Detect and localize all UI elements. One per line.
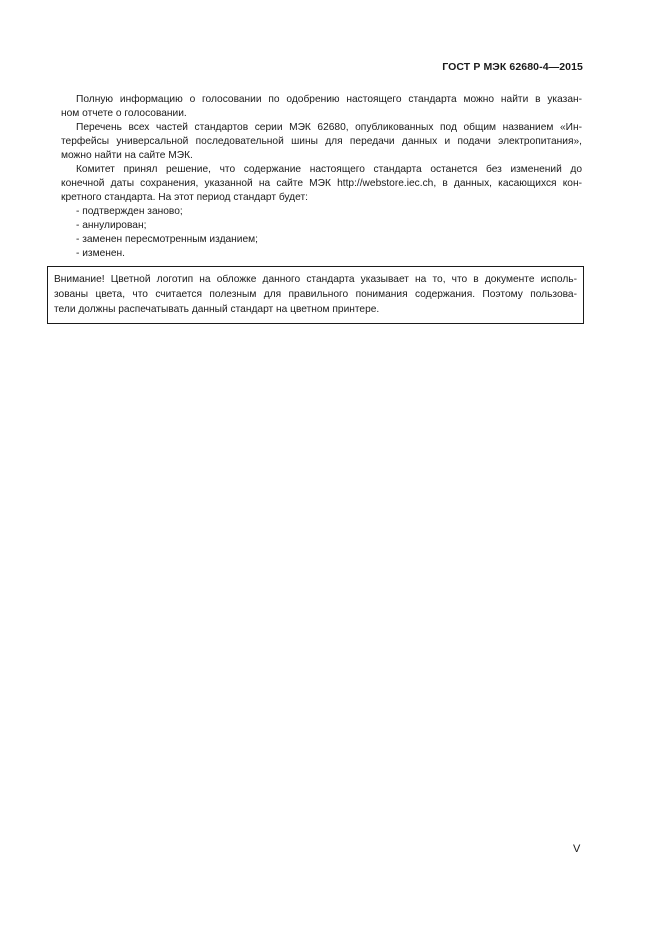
color-notice-box — [47, 266, 584, 324]
series-paragraph — [61, 121, 582, 163]
notice-line: зованы цвета, что считается полезным для правильного понимания содержания. Поэтому пользова- — [54, 289, 577, 300]
text-line: ном отчете о голосовании. — [61, 108, 187, 119]
text-line: Перечень всех частей стандартов серии МЭК 62680, опубликованных под общим названием «Ин- — [76, 122, 582, 133]
text-line: можно найти на сайте МЭК. — [61, 150, 193, 161]
page-number: V — [573, 843, 581, 855]
status-list — [61, 205, 582, 261]
text-line: конечной даты сохранения, указанной на сайте МЭК http://webstore.iec.ch, в данных, касающихся кон- — [61, 178, 582, 189]
text-line: терфейсы универсальной последовательной шины для передачи данных и подачи электропитания», — [61, 136, 582, 147]
list-item: - изменен. — [76, 248, 126, 259]
list-item: - заменен пересмотренным изданием; — [76, 234, 259, 245]
document-header: ГОСТ Р МЭК 62680-4—2015 — [442, 61, 583, 73]
text-line: кретного стандарта. На этот период стандарт будет: — [61, 192, 308, 203]
voting-paragraph — [61, 93, 582, 121]
decision-paragraph — [61, 163, 582, 205]
body-text — [61, 93, 582, 261]
notice-line: тели должны распечатывать данный стандарт на цветном принтере. — [54, 304, 380, 315]
text-line: Полную информацию о голосовании по одобрению настоящего стандарта можно найти в указан- — [76, 94, 582, 105]
list-item: - подтвержден заново; — [76, 206, 183, 217]
list-item: - аннулирован; — [76, 220, 147, 231]
notice-line: Внимание! Цветной логотип на обложке данного стандарта указывает на то, что в документе исполь- — [54, 274, 577, 285]
text-line: Комитет принял решение, что содержание настоящего стандарта останется без изменений до — [76, 164, 582, 175]
